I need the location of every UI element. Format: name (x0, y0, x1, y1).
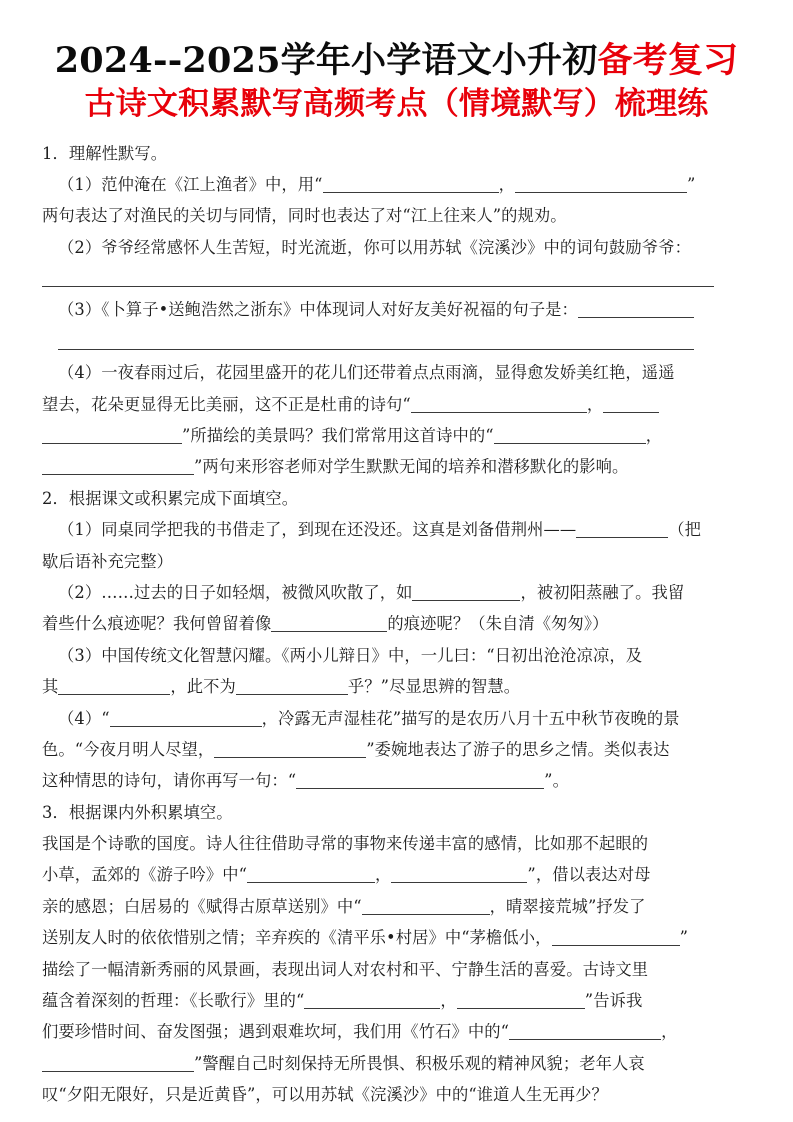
fill-in-blank[interactable] (58, 677, 170, 695)
fill-in-blank[interactable] (603, 395, 659, 413)
text-line (42, 546, 750, 577)
line-text: 望去，花朵更显得无比美丽，这不正是杜甫的诗句“ (42, 394, 411, 414)
fill-in-blank[interactable] (411, 395, 587, 413)
line-text: 的痕迹呢？（朱自清《匆匆》） (387, 614, 609, 634)
line-text: ”。 (544, 771, 569, 791)
text-line (42, 859, 750, 890)
fill-in-blank[interactable] (552, 928, 680, 946)
line-text: 色。“今夜月明人尽望， (42, 739, 215, 759)
fill-in-blank[interactable] (304, 991, 440, 1009)
blank-rule-row (42, 326, 750, 357)
fill-in-blank[interactable] (42, 1054, 194, 1072)
line-text: （2）爷爷经常感怀人生苦短，时光流逝，你可以用苏轼《浣溪沙》中的词句鼓励爷爷： (58, 237, 691, 257)
fill-in-blank[interactable] (271, 614, 387, 632)
line-text: 其 (42, 677, 59, 697)
text-line (42, 954, 750, 985)
line-text: 着些什么痕迹呢？我何曾留着像 (42, 614, 272, 634)
text-line (42, 640, 750, 671)
text-line (42, 1079, 750, 1110)
line-text: ， (661, 1022, 678, 1042)
text-line (42, 797, 750, 828)
line-text: ”警醒自己时刻保持无所畏惧、积极乐观的精神风貌；老年人哀 (194, 1053, 645, 1073)
fill-in-blank[interactable] (494, 426, 646, 444)
line-text: ， (586, 394, 604, 414)
fill-in-blank[interactable] (457, 991, 585, 1009)
text-line (42, 922, 750, 953)
text-line (42, 985, 750, 1016)
line-text: ， (645, 426, 663, 446)
text-line (42, 514, 750, 545)
fill-in-blank[interactable] (58, 349, 694, 350)
line-text: 叹“夕阳无限好，只是近黄昏”，可以用苏轼《浣溪沙》中的“谁道人生无再少？ (42, 1085, 608, 1105)
line-text: ”告诉我 (584, 991, 643, 1011)
fill-in-blank[interactable] (236, 677, 348, 695)
line-text: 送别友人时的依依惜别之情；辛弃疾的《清平乐•村居》中“茅檐低小， (42, 928, 552, 948)
fill-in-blank[interactable] (391, 865, 527, 883)
line-text: ， (498, 174, 515, 194)
fill-in-blank[interactable] (578, 300, 694, 318)
fill-in-blank[interactable] (412, 583, 520, 601)
text-line (42, 765, 750, 796)
line-text: （1）同桌同学把我的书借走了，到现在还没还。这真是刘备借荆州—— (58, 520, 577, 540)
fill-in-blank[interactable] (42, 426, 182, 444)
line-text: （3）中国传统文化智慧闪耀。《两小儿辩日》中，一儿曰：“日初出沧沧凉凉，及 (58, 645, 643, 665)
line-text: ， (375, 865, 392, 885)
fill-in-blank[interactable] (110, 709, 262, 727)
line-text: 1．理解性默写。 (42, 143, 168, 163)
fill-in-blank[interactable] (247, 865, 375, 883)
line-text: ” (687, 174, 696, 194)
line-text: ，晴翠接荒城”抒发了 (489, 896, 646, 916)
fill-in-blank[interactable] (214, 740, 366, 758)
line-text: ” (679, 928, 689, 948)
line-text: ”委婉地表达了游子的思乡之情。类似表达 (366, 739, 670, 759)
line-text: 小草，孟郊的《游子吟》中“ (42, 865, 247, 885)
line-text: 们要珍惜时间、奋发图强；遇到艰难坎坷，我们用《竹石》中的“ (42, 1022, 510, 1042)
title-line-1-red: 备考复习 (597, 40, 739, 81)
title-block (0, 0, 793, 124)
text-line (42, 357, 750, 388)
text-line (42, 451, 750, 482)
text-line (42, 200, 750, 231)
line-text: ，被初阳蒸融了。我留 (520, 582, 685, 602)
text-line (42, 294, 750, 325)
text-line (42, 232, 750, 263)
line-text: 描绘了一幅清新秀丽的风景画，表现出词人对农村和平、宁静生活的喜爱。古诗文里 (42, 959, 649, 979)
line-text: 我国是个诗歌的国度。诗人往往借助寻常的事物来传递丰富的感情，比如那不起眼的 (42, 834, 649, 854)
line-text: 蕴含着深刻的哲理：《长歌行》里的“ (42, 991, 305, 1011)
text-line (42, 608, 750, 639)
line-text: ，冷露无声湿桂花”描写的是农历八月十五中秋节夜晚的景 (261, 708, 680, 728)
text-line (42, 389, 750, 420)
text-line (42, 577, 750, 608)
fill-in-blank[interactable] (509, 1022, 661, 1040)
text-line (42, 671, 750, 702)
fill-in-blank[interactable] (323, 175, 499, 193)
line-text: ，此不为 (170, 677, 236, 697)
text-line (42, 1048, 750, 1079)
fill-in-blank[interactable] (515, 175, 687, 193)
line-text: 两句表达了对渔民的关切与同情，同时也表达了对“江上往来人”的规劝。 (42, 206, 567, 226)
line-text: ， (440, 991, 457, 1011)
text-line (42, 483, 750, 514)
text-line (42, 891, 750, 922)
line-text: 3．根据课内外积累填空。 (42, 802, 233, 822)
line-text: （1）范仲淹在《江上渔者》中，用“ (58, 174, 323, 194)
line-text: 亲的感恩；白居易的《赋得古原草送别》中“ (42, 896, 362, 916)
title-line-1-black: 2024--2025学年小学语文小升初 (54, 40, 598, 81)
line-text: 2．根据课文或积累完成下面填空。 (42, 488, 299, 508)
line-text: （4）一夜春雨过后，花园里盛开的花儿们还带着点点雨滴，显得愈发娇美红艳，遥遥 (58, 363, 675, 383)
fill-in-blank[interactable] (42, 286, 714, 287)
line-text: （3）《卜算子•送鲍浩然之浙东》中体现词人对好友美好祝福的句子是： (58, 300, 578, 320)
title-line-2 (0, 86, 793, 124)
text-line (42, 138, 750, 169)
fill-in-blank[interactable] (576, 520, 668, 538)
text-line (42, 703, 750, 734)
text-line (42, 420, 750, 451)
line-text: ”两句来形容老师对学生默默无闻的培养和潜移默化的影响。 (194, 457, 629, 477)
line-text: （2）……过去的日子如轻烟，被微风吹散了，如 (58, 582, 413, 602)
line-text: 乎？”尽显思辨的智慧。 (347, 677, 521, 697)
line-text: ”所描绘的美景吗？我们常常用这首诗中的“ (182, 426, 494, 446)
title-line-1 (0, 40, 793, 83)
worksheet-body (0, 138, 793, 1111)
text-line (42, 734, 750, 765)
line-text: （把 (668, 520, 702, 540)
title-line-2-red: 古诗文积累默写高频考点（情境默写）梳理练 (84, 85, 709, 122)
text-line (42, 169, 750, 200)
blank-rule-row (42, 263, 750, 294)
line-text: ”，借以表达对母 (527, 865, 651, 885)
line-text: 歇后语补充完整） (42, 551, 174, 571)
text-line (42, 828, 750, 859)
line-text: （4）“ (58, 708, 110, 728)
fill-in-blank[interactable] (42, 457, 194, 475)
fill-in-blank[interactable] (296, 771, 544, 789)
text-line (42, 1016, 750, 1047)
fill-in-blank[interactable] (362, 897, 490, 915)
line-text: 这种情思的诗句，请你再写一句：“ (42, 771, 297, 791)
